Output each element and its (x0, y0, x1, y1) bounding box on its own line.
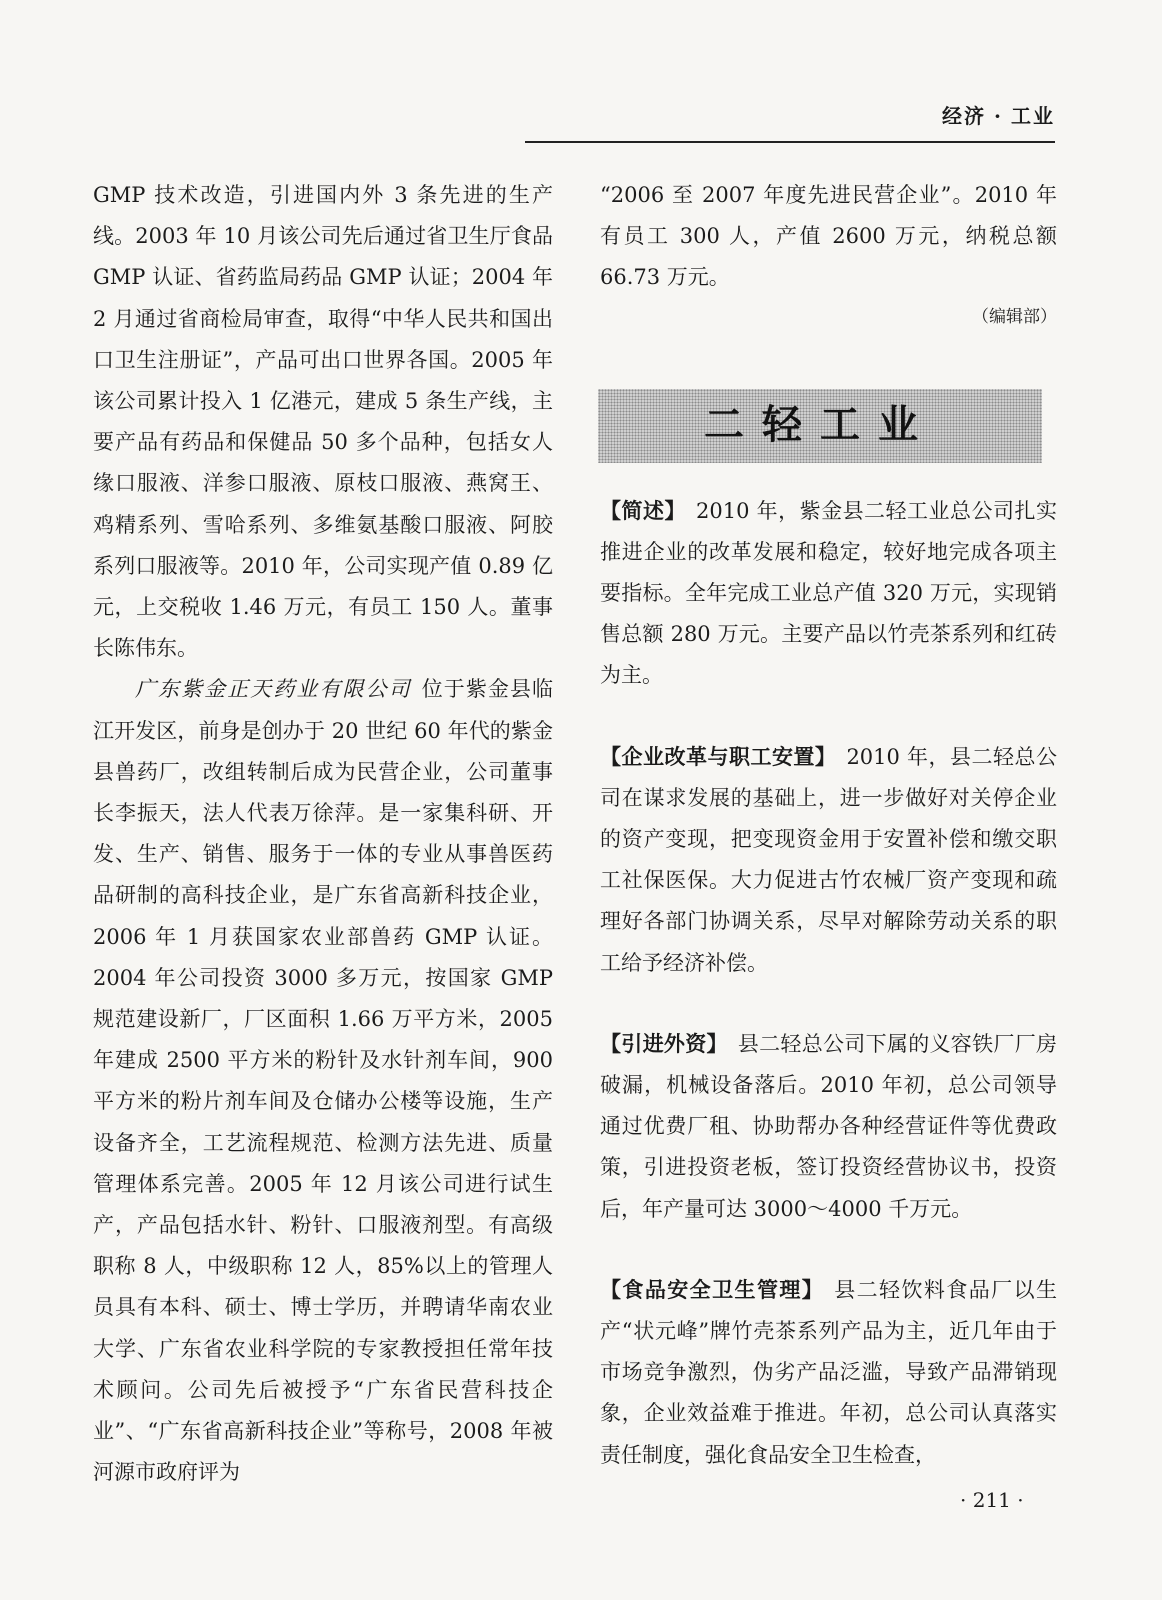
section-banner (598, 389, 1042, 463)
running-head-subsection: 工业 (1011, 104, 1055, 128)
subsection-text: 县二轻饮料食品厂以生产“状元峰”牌竹壳茶系列产品为主，近几年由于市场竞争激烈，伪劣产品泛滥，导致产品滞销现象，企业效益难于推进。年初，总公司认真落实责任制度，强化食品安全卫生检查， (600, 1277, 1058, 1467)
left-column (93, 175, 553, 1494)
page-number: · 211 · (960, 1488, 1024, 1512)
subsection-text: 2010 年，县二轻总公司在谋求发展的基础上，进一步做好对关停企业的资产变现，把变现资金用于安置补偿和缴交职工社保医保。大力促进古竹农械厂资产变现和疏理好各部门协调关系，尽早对解除劳动关系的职工给予经济补偿。 (600, 744, 1058, 975)
subsection-title: 【企业改革与职工安置】 (600, 744, 837, 769)
paragraph-continued: GMP 技术改造，引进国内外 3 条先进的生产线。2003 年 10 月该公司先后通过省卫生厅食品 GMP 认证、省药监局药品 GMP 认证；2004 年 2 月通过省商检局审查，取得“中华人民共和国出口卫生注册证”，产品可出口世界各国。2005 年该公司累计投入 1 亿港元，建成 5 条生产线，主要产品有药品和保健品 50 多个品种，包括女人缘口服液、洋参口服液、原枝口服液、燕窝王、鸡精系列、雪哈系列、多维氨基酸口服液、阿胶系列口服液等。2010 年，公司实现产值 0.89 亿元，上交税收 1.46 万元，有员工 150 人。董事长陈伟东。 (93, 183, 553, 661)
paragraph-company (93, 669, 553, 1493)
subsection-investment (600, 1024, 1057, 1230)
byline: （编辑部） (972, 306, 1057, 327)
subsection-title: 【引进外资】 (600, 1031, 728, 1056)
section-title: 二轻工业 (704, 402, 936, 448)
company-name: 广东紫金正天药业有限公司 (135, 677, 412, 702)
subsection-title: 【食品安全卫生管理】 (600, 1277, 825, 1302)
paragraph-continuation: “2006 至 2007 年度先进民营企业”。2010 年有员工 300 人，产值 2600 万元，纳税总额66.73 万元。 (600, 183, 1057, 290)
running-head-separator: · (994, 104, 1003, 128)
subsection-reform (600, 737, 1057, 984)
subsection-overview (600, 491, 1057, 697)
subsection-text: 2010 年，紫金县二轻工业总公司扎实推进企业的改革发展和稳定，较好地完成各项主要指标。全年完成工业总产值 320 万元，实现销售总额 280 万元。主要产品以竹壳茶系列和红砖为主。 (600, 498, 1058, 688)
subsection-title: 【简述】 (600, 498, 686, 523)
running-head (525, 100, 1055, 143)
subsection-text: 县二轻总公司下属的义容铁厂厂房破漏，机械设备落后。2010 年初，总公司领导通过优费厂租、协助帮办各种经营证件等优费政策，引进投资老板，签订投资经营协议书，投资后，年产量可达 3000～4000 千万元。 (600, 1031, 1058, 1221)
subsection-food-safety (600, 1270, 1057, 1476)
right-column (600, 175, 1057, 1476)
running-head-section: 经济 (942, 104, 987, 128)
company-description: 位于紫金县临江开发区，前身是创办于 20 世纪 60 年代的紫金县兽药厂，改组转制后成为民营企业，公司董事长李振天，法人代表万徐萍。是一家集科研、开发、生产、销售、服务于一体的专业从事兽医药品研制的高科技企业，是广东省高新科技企业，2006 年 1 月获国家农业部兽药 GMP 认证。2004 年公司投资 3000 多万元，按国家 GMP 规范建设新厂，厂区面积 1.66 万平方米，2005 年建成 2500 平方米的粉针及水针剂车间，900 平方米的粉片剂车间及仓储办公楼等设施，生产设备齐全，工艺流程规范、检测方法先进、质量管理体系完善。2005 年 12 月该公司进行试生产，产品包括水针、粉针、口服液剂型。有高级职称 8 人，中级职称 12 人，85%以上的管理人员具有本科、硕士、博士学历，并聘请华南农业大学、广东省农业科学院的专家教授担任常年技术顾问。公司先后被授予“广东省民营科技企业”、“广东省高新科技企业”等称号，2008 年被河源市政府评为 (93, 677, 554, 1485)
